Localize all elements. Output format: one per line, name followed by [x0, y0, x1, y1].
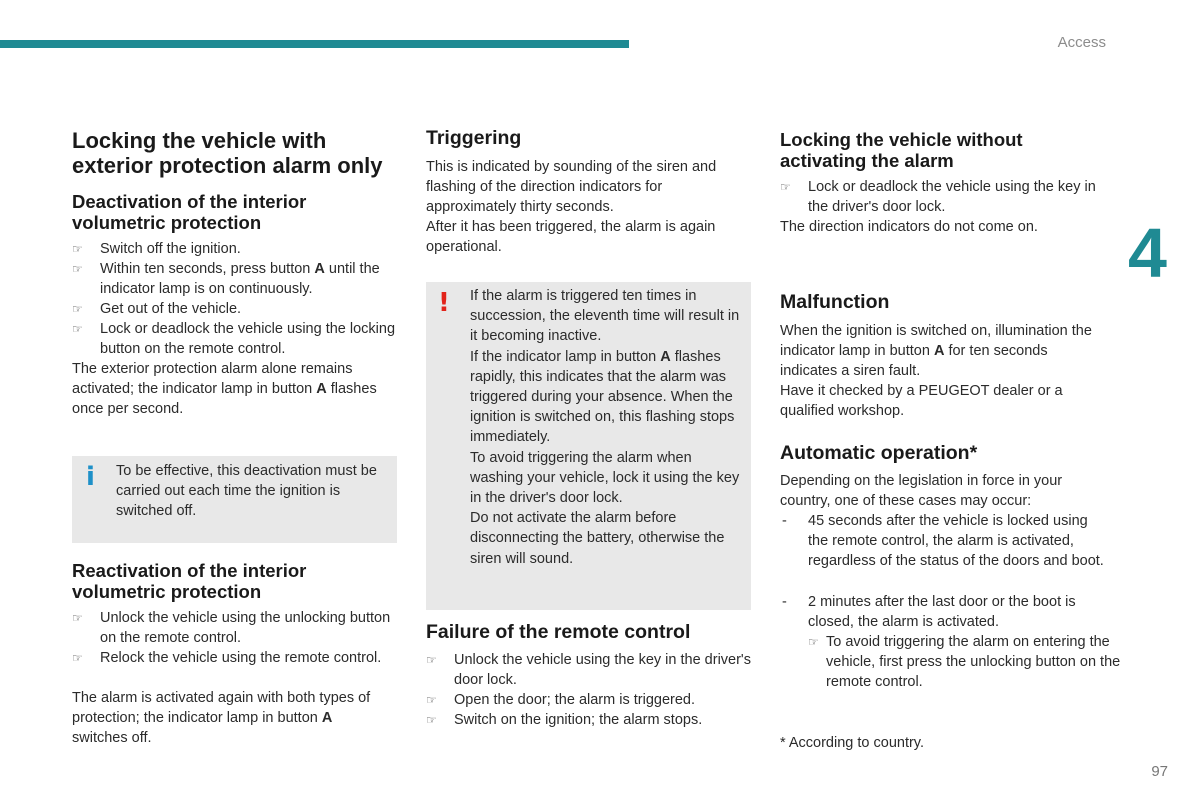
paragraph: The alarm is activated again with both types of protection; the indicator lamp in button A switches off.	[72, 690, 371, 747]
pointing-hand-icon: ☞	[808, 635, 819, 649]
list-item: ☞ Unlock the vehicle using the key in the driver's door lock.	[426, 652, 751, 689]
paragraph: The exterior protection alarm alone remains activated; the indicator lamp in button A flashes once per second.	[72, 361, 377, 418]
list-item: ☞ Lock or deadlock the vehicle using the locking button on the remote control.	[72, 321, 396, 358]
list-item: ☞ To avoid triggering the alarm on entering the vehicle, first press the unlocking button on the remote control.	[808, 634, 1121, 691]
pointing-hand-icon: ☞	[426, 693, 437, 707]
pointing-hand-icon: ☞	[72, 302, 83, 316]
list-item: - 45 seconds after the vehicle is locked using the remote control, the alarm is activated, regardless of the status of the doors and boot.	[782, 513, 1104, 570]
warning-text: To avoid triggering the alarm when washing your vehicle, lock it using the key in the driver's door lock.	[470, 449, 740, 507]
heading-triggering: Triggering	[426, 127, 522, 149]
pointing-hand-icon: ☞	[72, 242, 83, 256]
heading-remote-failure: Failure of the remote control	[426, 621, 691, 643]
heading-lock-without-alarm: Locking the vehicle without activating the alarm	[780, 129, 1023, 171]
pointing-hand-icon: ☞	[72, 322, 83, 336]
list-item: ☞ Relock the vehicle using the remote control.	[72, 648, 400, 668]
heading-malfunction: Malfunction	[780, 291, 890, 313]
heading-deactivation: Deactivation of the interior volumetric protection	[72, 191, 307, 233]
list-item: ☞ Switch off the ignition.	[72, 239, 400, 259]
pointing-hand-icon: ☞	[72, 651, 83, 665]
paragraph: Depending on the legislation in force in your country, one of these cases may occur:	[780, 473, 1063, 510]
warning-text: If the alarm is triggered ten times in succession, the eleventh time will result in it becoming inactive.	[470, 288, 740, 345]
section-name: Access	[1057, 34, 1106, 51]
footnote: * According to country.	[780, 735, 925, 751]
pointing-hand-icon: ☞	[72, 262, 83, 276]
page-title: Locking the vehicle with exterior protection alarm only	[72, 128, 383, 178]
warning-text: If the indicator lamp in button A flashes rapidly, this indicates that the alarm was triggered during your absence. When the ignition is switched on, this flashing stops immediately.	[470, 348, 735, 446]
pointing-hand-icon: ☞	[780, 180, 791, 194]
heading-reactivation: Reactivation of the interior volumetric protection	[72, 560, 307, 602]
list-item: ☞ Switch on the ignition; the alarm stops.	[426, 710, 754, 730]
pointing-hand-icon: ☞	[426, 713, 437, 727]
list-item: ☞ Get out of the vehicle.	[72, 299, 400, 319]
paragraph: Have it checked by a PEUGEOT dealer or a qualified workshop.	[780, 383, 1063, 420]
list-item: ☞ Open the door; the alarm is triggered.	[426, 690, 754, 710]
heading-automatic-operation: Automatic operation*	[780, 442, 978, 464]
info-box	[72, 456, 397, 543]
info-text: To be effective, this deactivation must be carried out each time the ignition is switched off.	[116, 463, 377, 520]
paragraph: This is indicated by sounding of the siren and flashing of the direction indicators for approximately thirty seconds.	[426, 159, 717, 216]
list-item: ☞ Within ten seconds, press button A until the indicator lamp is on continuously.	[72, 261, 380, 298]
paragraph: When the ignition is switched on, illumination the indicator lamp in button A for ten seconds indicates a siren fault.	[780, 323, 1092, 380]
pointing-hand-icon: ☞	[72, 611, 83, 625]
chapter-number: 4	[1128, 214, 1167, 292]
list-item: ☞ Lock or deadlock the vehicle using the key in the driver's door lock.	[780, 179, 1096, 216]
list-item: - 2 minutes after the last door or the boot is closed, the alarm is activated.	[782, 594, 1076, 631]
info-icon: i	[86, 462, 95, 492]
page-number: 97	[1151, 763, 1168, 780]
pointing-hand-icon: ☞	[426, 653, 437, 667]
warning-icon: !	[438, 288, 450, 318]
warning-text: Do not activate the alarm before disconnecting the battery, otherwise the siren will sound.	[470, 510, 725, 567]
paragraph: The direction indicators do not come on.	[780, 219, 1038, 235]
list-item: ☞ Unlock the vehicle using the unlocking button on the remote control.	[72, 610, 391, 647]
warning-box	[426, 282, 751, 610]
paragraph: After it has been triggered, the alarm is again operational.	[426, 219, 716, 256]
header-accent-bar	[0, 40, 629, 48]
